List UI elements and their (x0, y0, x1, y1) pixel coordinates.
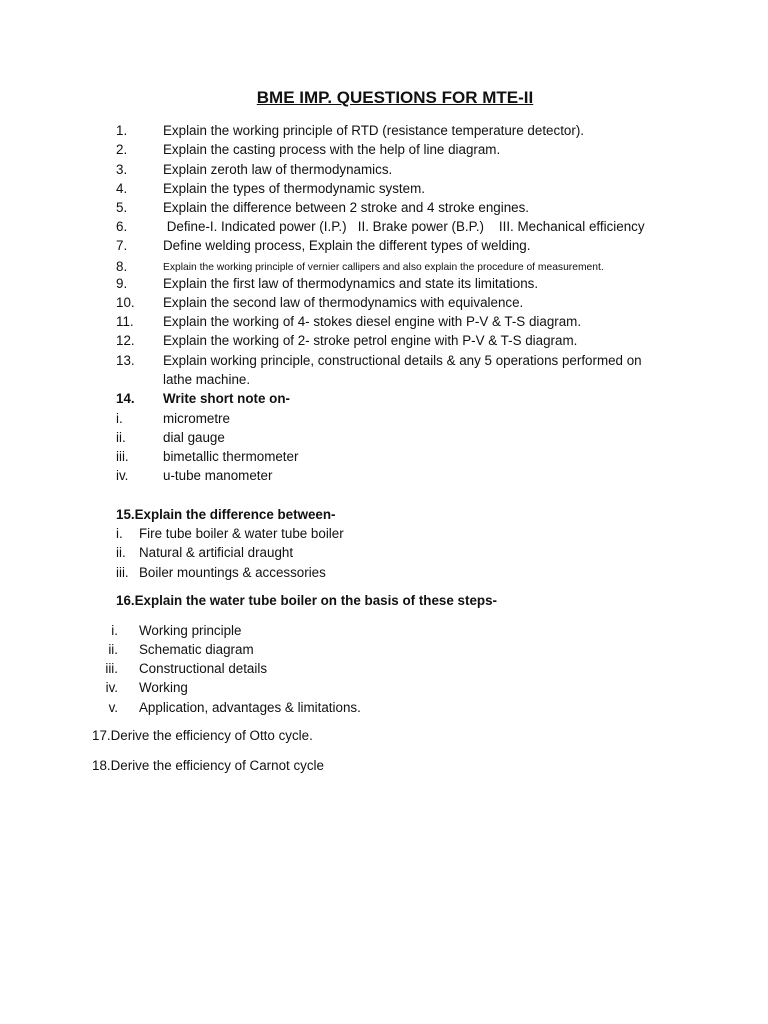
item-number: iii. (116, 449, 129, 464)
item-text: Natural & artificial draught (139, 545, 294, 560)
question-15-heading: 15.Explain the difference between- (116, 507, 336, 522)
item-text: Working (139, 680, 188, 695)
question-number: 2. (116, 142, 128, 157)
question-16-heading: 16.Explain the water tube boiler on the basis of these steps- (116, 593, 497, 608)
item-number: i. (116, 526, 123, 541)
item-text: Constructional details (139, 661, 268, 676)
item-text: Boiler mountings & accessories (139, 565, 326, 580)
item-text: u-tube manometer (163, 468, 273, 483)
question-number: 14. (116, 391, 135, 406)
item-number: iii. (116, 565, 129, 580)
question-number: 8. (116, 259, 128, 274)
item-number: ii. (108, 642, 118, 657)
question-text: Explain the difference between 2 stroke and 4 stroke engines. (163, 200, 529, 215)
question-number: 13. (116, 353, 135, 368)
question-number: 10. (116, 295, 135, 310)
question-18: 18.Derive the efficiency of Carnot cycle (92, 758, 324, 773)
item-number: i. (116, 411, 123, 426)
question-text: Explain the casting process with the help of line diagram. (163, 142, 501, 157)
question-text: Explain the working principle of RTD (resistance temperature detector). (163, 123, 585, 138)
question-text: Define-I. Indicated power (I.P.) II. Brake power (B.P.) III. Mechanical efficiency (163, 219, 645, 234)
question-number: 11. (116, 314, 134, 329)
item-number: ii. (116, 430, 126, 445)
item-text: Working principle (139, 623, 242, 638)
question-number: 3. (116, 162, 128, 177)
question-number: 9. (116, 276, 128, 291)
item-number: i. (111, 623, 118, 638)
item-number: iv. (105, 680, 118, 695)
item-text: dial gauge (163, 430, 225, 445)
question-text: Explain the first law of thermodynamics and state its limitations. (163, 276, 539, 291)
question-17: 17.Derive the efficiency of Otto cycle. (92, 728, 313, 743)
question-number: 5. (116, 200, 128, 215)
item-number: v. (108, 700, 118, 715)
item-text: micrometre (163, 411, 230, 426)
question-text: Explain the working principle of vernier callipers and also explain the procedure of measurement. (163, 262, 604, 273)
question-text: Explain the second law of thermodynamics with equivalence. (163, 295, 524, 310)
question-text: Explain the working of 4- stokes diesel engine with P-V & T-S diagram. (163, 314, 582, 329)
item-text: Schematic diagram (139, 642, 254, 657)
question-number: 12. (116, 333, 135, 348)
question-text: Define welding process, Explain the different types of welding. (163, 238, 531, 253)
item-number: iv. (116, 468, 129, 483)
question-number: 7. (116, 238, 128, 253)
question-text: Explain zeroth law of thermodynamics. (163, 162, 393, 177)
question-text: Explain working principle, constructional details & any 5 operations performed on (163, 353, 642, 368)
item-number: ii. (116, 545, 126, 560)
question-text: Explain the types of thermodynamic system. (163, 181, 425, 196)
item-number: iii. (105, 661, 118, 676)
page-title: BME IMP. QUESTIONS FOR MTE-II (256, 88, 534, 107)
question-text: Write short note on- (163, 391, 290, 406)
question-text-continued: lathe machine. (163, 372, 251, 387)
item-text: Application, advantages & limitations. (139, 700, 361, 715)
question-text: Explain the working of 2- stroke petrol engine with P-V & T-S diagram. (163, 333, 578, 348)
question-number: 1. (116, 123, 128, 138)
item-text: Fire tube boiler & water tube boiler (139, 526, 344, 541)
item-text: bimetallic thermometer (163, 449, 299, 464)
question-number: 4. (116, 181, 128, 196)
question-number: 6. (116, 219, 128, 234)
